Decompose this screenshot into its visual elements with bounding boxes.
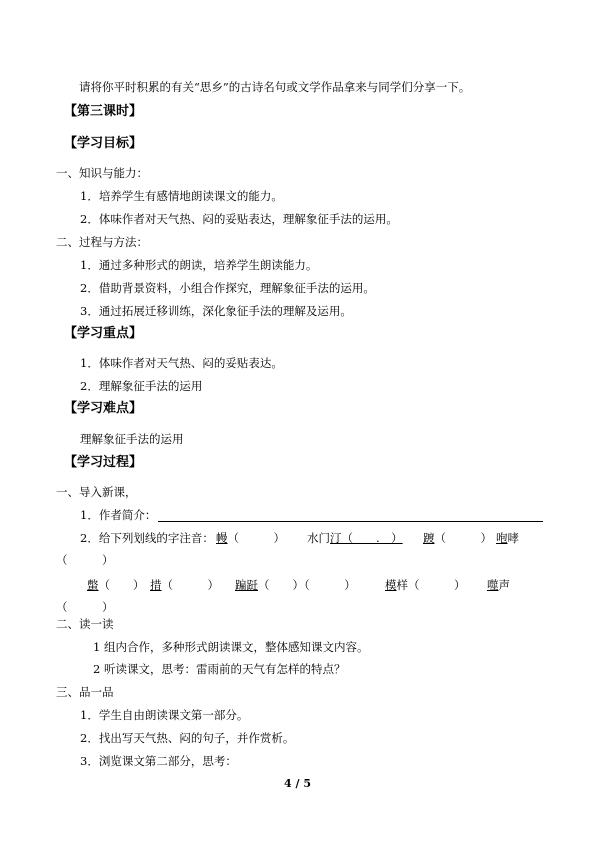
goals-section-2: 二、过程与方法：	[56, 235, 148, 249]
pinyin-word: 蹁跹（ ）（ ）	[235, 578, 356, 592]
heading-learning-goals: 【学习目标】	[64, 136, 143, 151]
goals-item: 1．培养学生有感情地朗读课文的能力。	[80, 189, 283, 203]
author-intro-blank	[158, 521, 543, 522]
process-item: 1．学生自由朗读课文第一部分。	[80, 708, 249, 722]
process-section-1: 一、导入新课，	[56, 485, 137, 499]
process-item: 1 组内合作，多种形式朗读课文，整体感知课文内容。	[93, 640, 369, 654]
goals-item: 2．借助背景资料，小组合作探究，理解象征手法的运用。	[80, 281, 375, 295]
keypoint-item: 1．体味作者对天气热、闷的妥贴表达。	[80, 356, 283, 370]
heading-difficulty: 【学习难点】	[64, 401, 143, 416]
intro-text: 请将你平时积累的有关“思乡”的古诗名句或文学作品拿来与同学们分享一下。	[79, 80, 471, 94]
pinyin-word: 咆哮	[496, 531, 519, 545]
difficulty-text: 理解象征手法的运用	[80, 432, 184, 446]
pinyin-word: 水门汀（ . ）	[307, 531, 403, 545]
pinyin-word: 蟞（ ）	[87, 578, 145, 592]
process-item: 2 听读课文，思考：雷雨前的天气有怎样的特点？	[93, 662, 346, 676]
heading-lesson-3: 【第三课时】	[64, 104, 143, 119]
pinyin-word: 措（ ）	[150, 578, 219, 592]
pinyin-blank-wrap: （ ）	[56, 600, 114, 614]
process-section-3: 三、品一品	[56, 685, 114, 699]
keypoint-item: 2．理解象征手法的运用	[80, 379, 203, 393]
process-item: 2．找出写天气热、闷的句子，并作赏析。	[80, 731, 295, 745]
pinyin-blank-wrap: （ ）	[56, 553, 114, 567]
author-intro-label: 1．作者简介：	[80, 508, 157, 522]
heading-key-points: 【学习重点】	[64, 326, 143, 341]
process-item: 3．浏览课文第二部分，思考：	[80, 754, 237, 768]
pinyin-label: 2．给下列划线的字注音：	[80, 531, 214, 545]
pinyin-word: 幔（ ）	[216, 531, 285, 545]
pinyin-word: 噬声	[487, 578, 510, 592]
goals-item: 1．通过多种形式的朗读，培养学生朗读能力。	[80, 258, 318, 272]
goals-section-1: 一、知识与能力：	[56, 166, 148, 180]
process-section-2: 二、读一读	[56, 617, 114, 631]
pinyin-word: 踱（ ）	[423, 531, 492, 545]
page-number: 4 / 5	[284, 777, 311, 790]
heading-process: 【学习过程】	[64, 455, 143, 470]
goals-item: 2．体味作者对天气热、闷的妥贴表达，理解象征手法的运用。	[80, 212, 398, 226]
pinyin-word: 模样（ ）	[385, 578, 466, 592]
goals-item: 3．通过拓展迁移训练，深化象征手法的理解及运用。	[80, 304, 352, 318]
